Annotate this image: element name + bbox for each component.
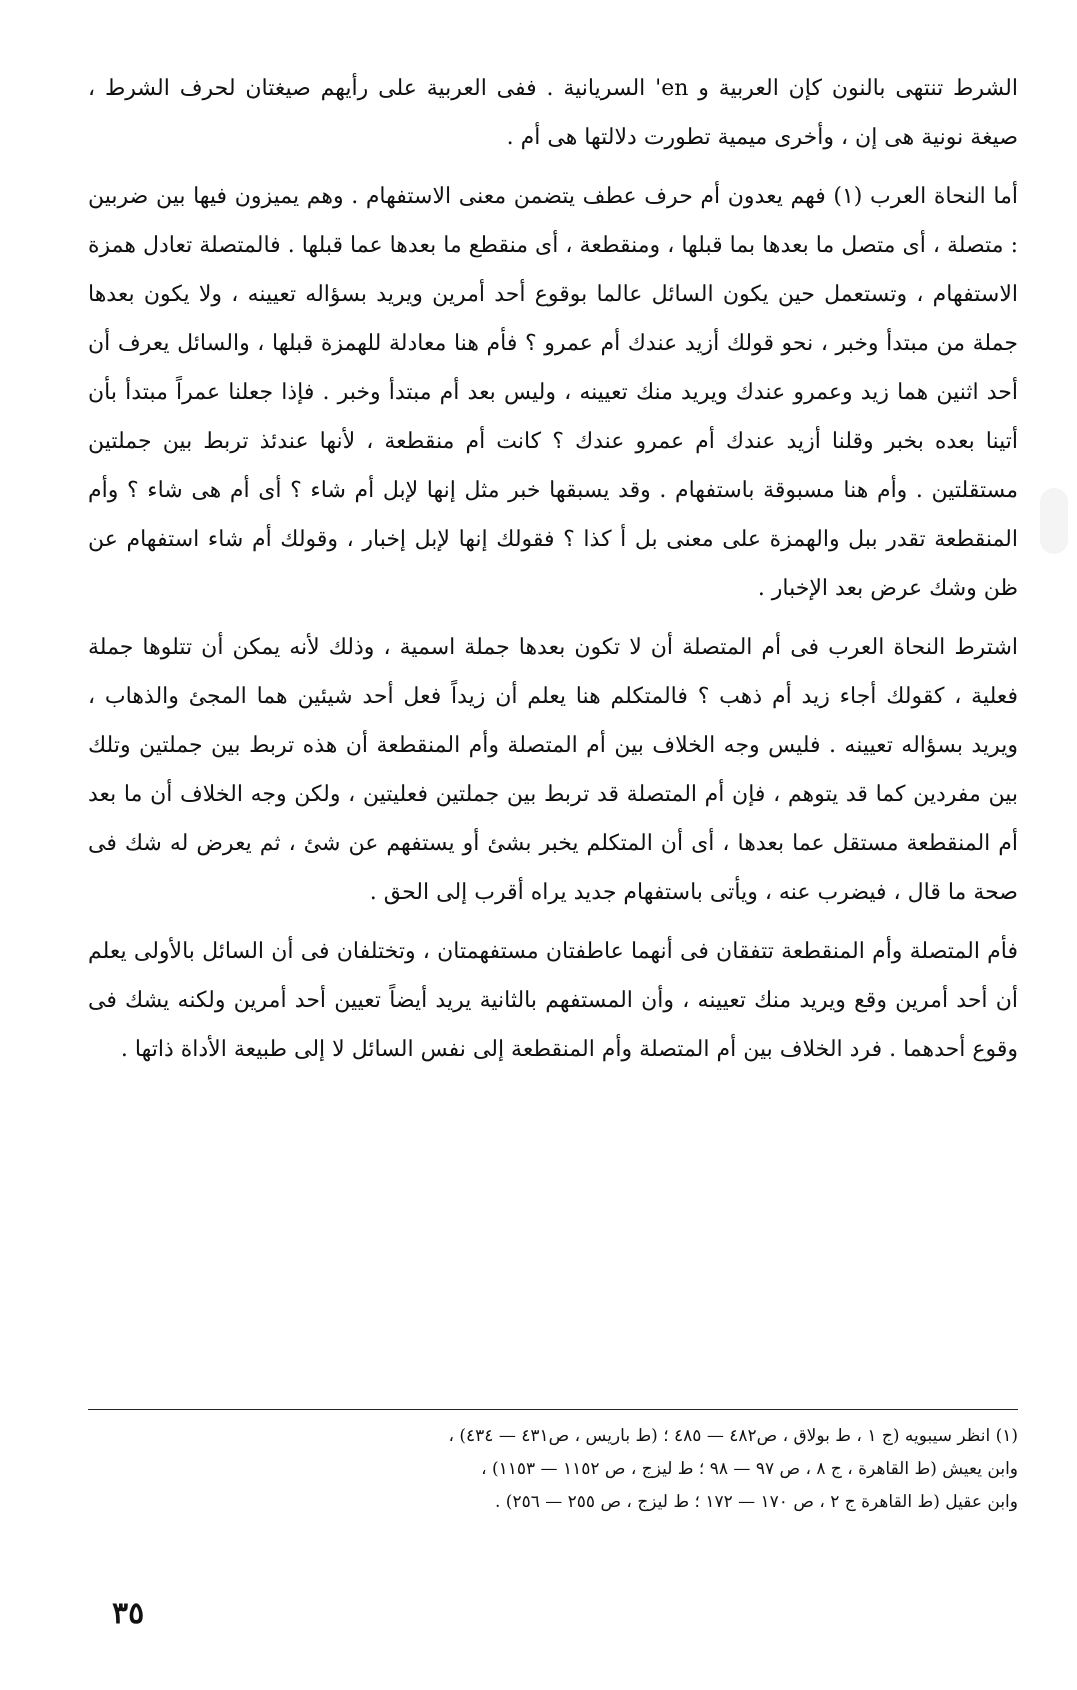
margin-scan-mark xyxy=(1040,488,1068,554)
footnote-line-3: وابن عقيل (ط القاهرة ج ٢ ، ص ١٧٠ — ١٧٢ ؛ ط ليزج ، ص ٢٥٥ — ٢٥٦) . xyxy=(494,1492,1018,1512)
footnote-divider xyxy=(88,1409,1018,1410)
page-number: ٣٥ xyxy=(112,1596,145,1631)
paragraph-3: اشترط النحاة العرب فى أم المتصلة أن لا تكون بعدها جملة اسمية ، وذلك لأنه يمكن أن تتلوها جملة فعلية ، كقولك أجاء زيد أم ذهب ؟ فالمتكلم هنا يعلم أن زيداً فعل أحد شيئين هما المجئ والذهاب ، ويريد بسؤاله تعيينه . فليس وجه الخلاف بين أم المتصلة وأم المنقطعة أن هذه تربط بين جملتين وتلك بين مفردين كما قد يتوهم ، فإن أم المتصلة قد تربط بين جملتين فعليتين ، ولكن وجه الخلاف أن ما بعد أم المنقطعة مستقل عما بعدها ، أى أن المتكلم يخبر بشئ أو يستفهم عن شئ ، ثم يعرض له شك فى صحة ما قال ، فيضرب عنه ، ويأتى باستفهام جديد يراه أقرب إلى الحق . xyxy=(88,635,1018,905)
footnote-line-2: وابن يعيش (ط القاهرة ، ج ٨ ، ص ٩٧ — ٩٨ ؛ ط ليزج ، ص ١١٥٢ — ١١٥٣) ، xyxy=(481,1459,1018,1479)
paragraph-1: الشرط تنتهى بالنون كإن العربية و en' السريانية . ففى العربية على رأيهم صيغتان لحرف الشرط ، صيغة نونية هى إن ، وأخرى ميمية تطورت دلالتها هى أم . xyxy=(88,76,1018,150)
paragraph-4: فأم المتصلة وأم المنقطعة تتفقان فى أنهما عاطفتان مستفهمتان ، وتختلفان فى أن السائل بالأولى يعلم أن أحد أمرين وقع ويريد منك تعيينه ، وأن المستفهم بالثانية يريد أيضاً تعيين أحد أمرين ولكنه يشك فى وقوع أحدهما . فرد الخلاف بين أم المتصلة وأم المنقطعة إلى نفس السائل لا إلى طبيعة الأداة ذاتها . xyxy=(88,939,1018,1062)
paragraph-2: أما النحاة العرب (١) فهم يعدون أم حرف عطف يتضمن معنى الاستفهام . وهم يميزون فيها بين ضربين : متصلة ، أى متصل ما بعدها بما قبلها ، ومنقطعة ، أى منقطع ما بعدها عما قبلها . فالمتصلة تعادل همزة الاستفهام ، وتستعمل حين يكون السائل عالما بوقوع أحد أمرين ويريد بسؤاله تعيينه ، ولا يكون بعدها جملة من مبتدأ وخبر ، نحو قولك أزيد عندك أم عمرو ؟ فأم هنا معادلة للهمزة قبلها ، والسائل يعرف أن أحد اثنين هما زيد وعمرو عندك ويريد منك تعيينه ، وليس بعد أم مبتدأ وخبر . فإذا جعلنا عمراً مبتدأ بأن أتينا بعده بخبر وقلنا أزيد عندك أم عمرو عندك ؟ كانت أم منقطعة ، لأنها عندئذ تربط بين جملتين مستقلتين . وأم هنا مسبوقة باستفهام . وقد يسبقها خبر مثل إنها لإبل أم شاء ؟ أى أم هى شاء ؟ وأم المنقطعة تقدر ببل والهمزة على معنى بل أ كذا ؟ فقولك إنها لإبل إخبار ، وقولك أم شاء استفهام عن ظن وشك عرض بعد الإخبار . xyxy=(88,184,1018,601)
main-text xyxy=(88,64,1018,1074)
footnote-line-1: (١) انظر سيبويه (ج ١ ، ط بولاق ، ص٤٨٢ — ٤٨٥ ؛ (ط باريس ، ص٤٣١ — ٤٣٤) ، xyxy=(448,1426,1018,1446)
footnotes xyxy=(88,1420,1018,1519)
